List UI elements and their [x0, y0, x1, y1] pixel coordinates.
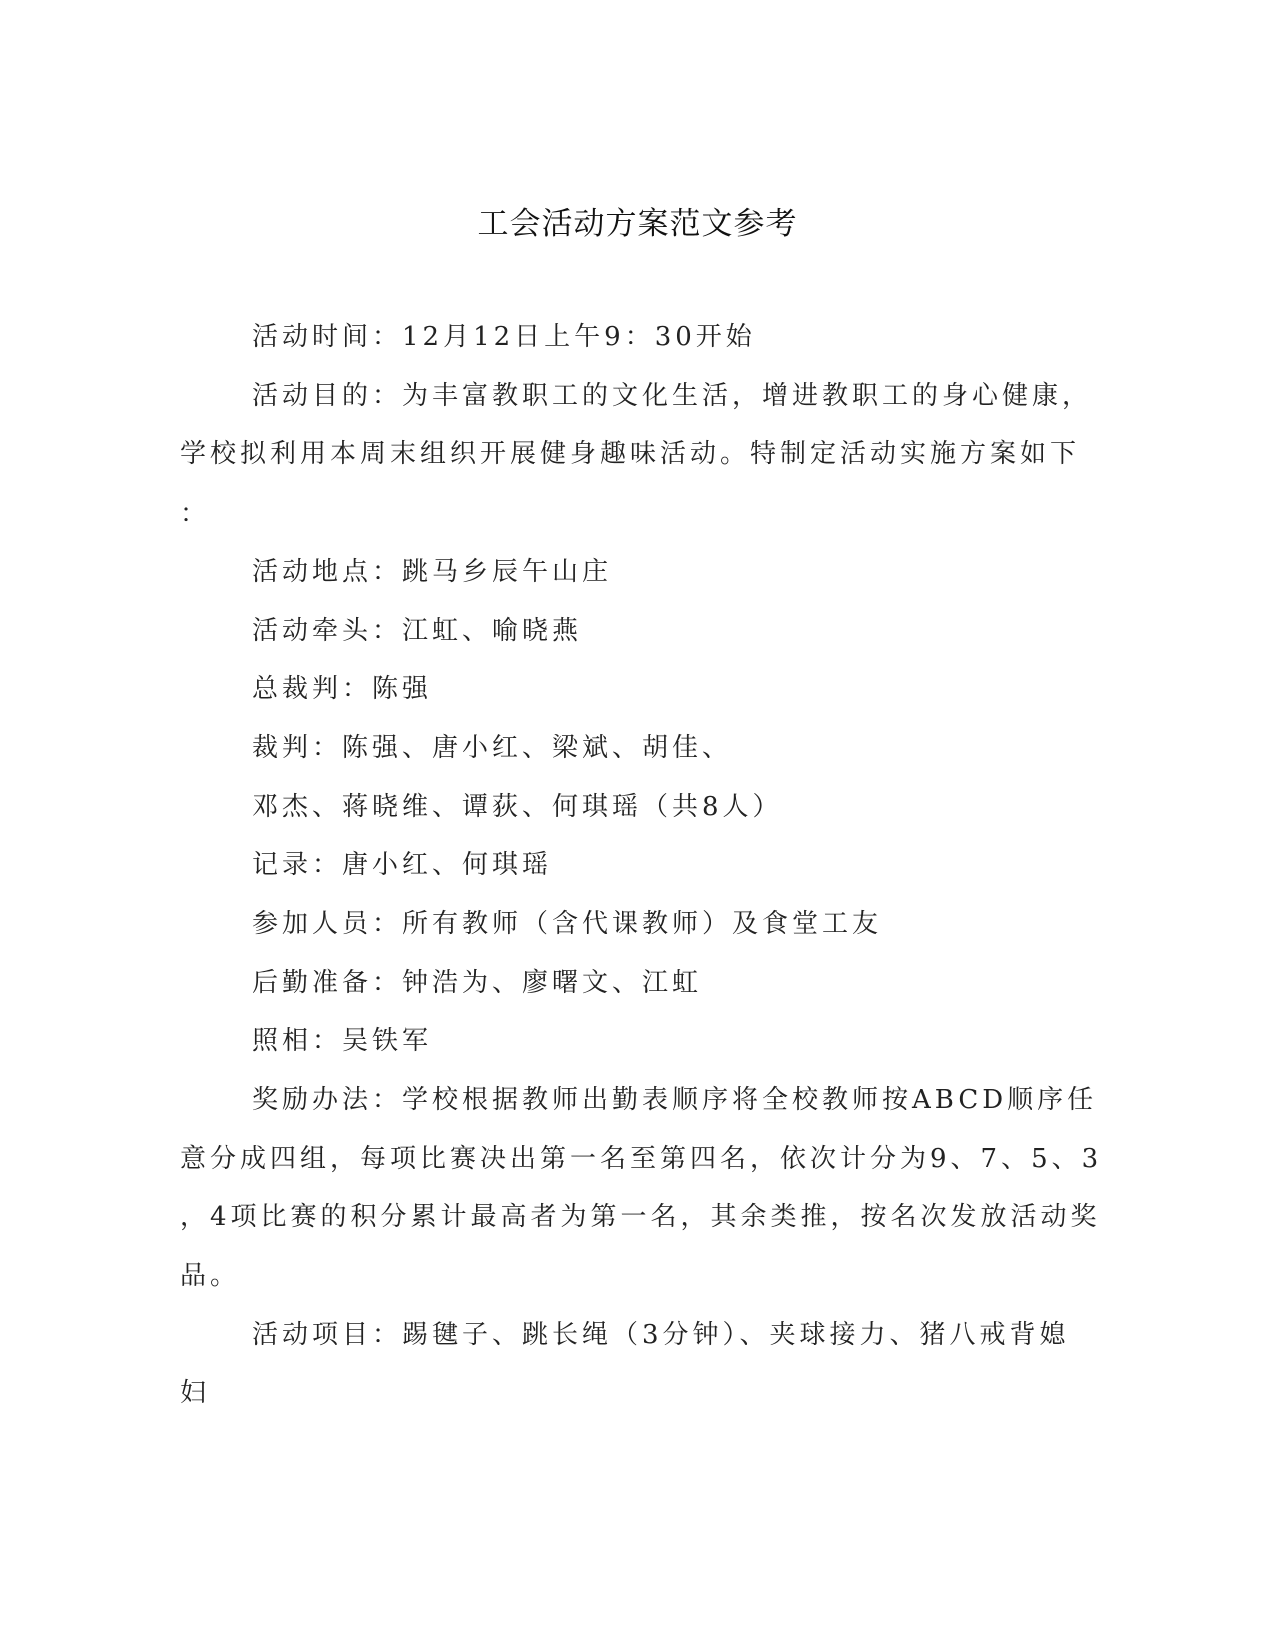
activity-purpose-line-3: ：: [180, 499, 211, 529]
reward-method-line-4: 品。: [180, 1261, 241, 1291]
activity-purpose-line-2: 学校拟利用本周末组织开展健身趣味活动。特制定活动实施方案如下: [180, 439, 1081, 469]
activity-items-line-1: 活动项目：踢毽子、跳长绳（3分钟）、夹球接力、猪八戒背媳: [252, 1320, 1070, 1350]
reward-method-line-1: 奖励办法：学校根据教师出勤表顺序将全校教师按ABCD顺序任: [252, 1085, 1098, 1115]
participants-line: 参加人员：所有教师（含代课教师）及食堂工友: [252, 909, 883, 939]
activity-purpose-line-1: 活动目的：为丰富教职工的文化生活，增进教职工的身心健康，: [252, 381, 1093, 411]
reward-method-line-2: 意分成四组，每项比赛决出第一名至第四名，依次计分为9、7、5、3: [180, 1144, 1103, 1174]
recorder-line: 记录：唐小红、何琪瑶: [252, 850, 553, 880]
photographer-line: 照相：吴铁军: [252, 1026, 433, 1056]
referees-line-2: 邓杰、蒋晓维、谭荻、何琪瑶（共8人）: [252, 792, 783, 822]
activity-location-line: 活动地点：跳马乡辰午山庄: [252, 557, 613, 587]
activity-items-line-2: 妇: [180, 1378, 211, 1408]
referees-line-1: 裁判：陈强、唐小红、梁斌、胡佳、: [252, 733, 733, 763]
activity-time-line: 活动时间：12月12日上午9：30开始: [252, 322, 756, 352]
logistics-line: 后勤准备：钟浩为、廖曙文、江虹: [252, 968, 703, 998]
document-title: 工会活动方案范文参考: [477, 206, 798, 242]
reward-method-line-3: ，4项比赛的积分累计最高者为第一名，其余类推，按名次发放活动奖: [180, 1202, 1101, 1232]
activity-lead-line: 活动牵头：江虹、喻晓燕: [252, 616, 583, 646]
chief-referee-line: 总裁判：陈强: [252, 674, 433, 704]
